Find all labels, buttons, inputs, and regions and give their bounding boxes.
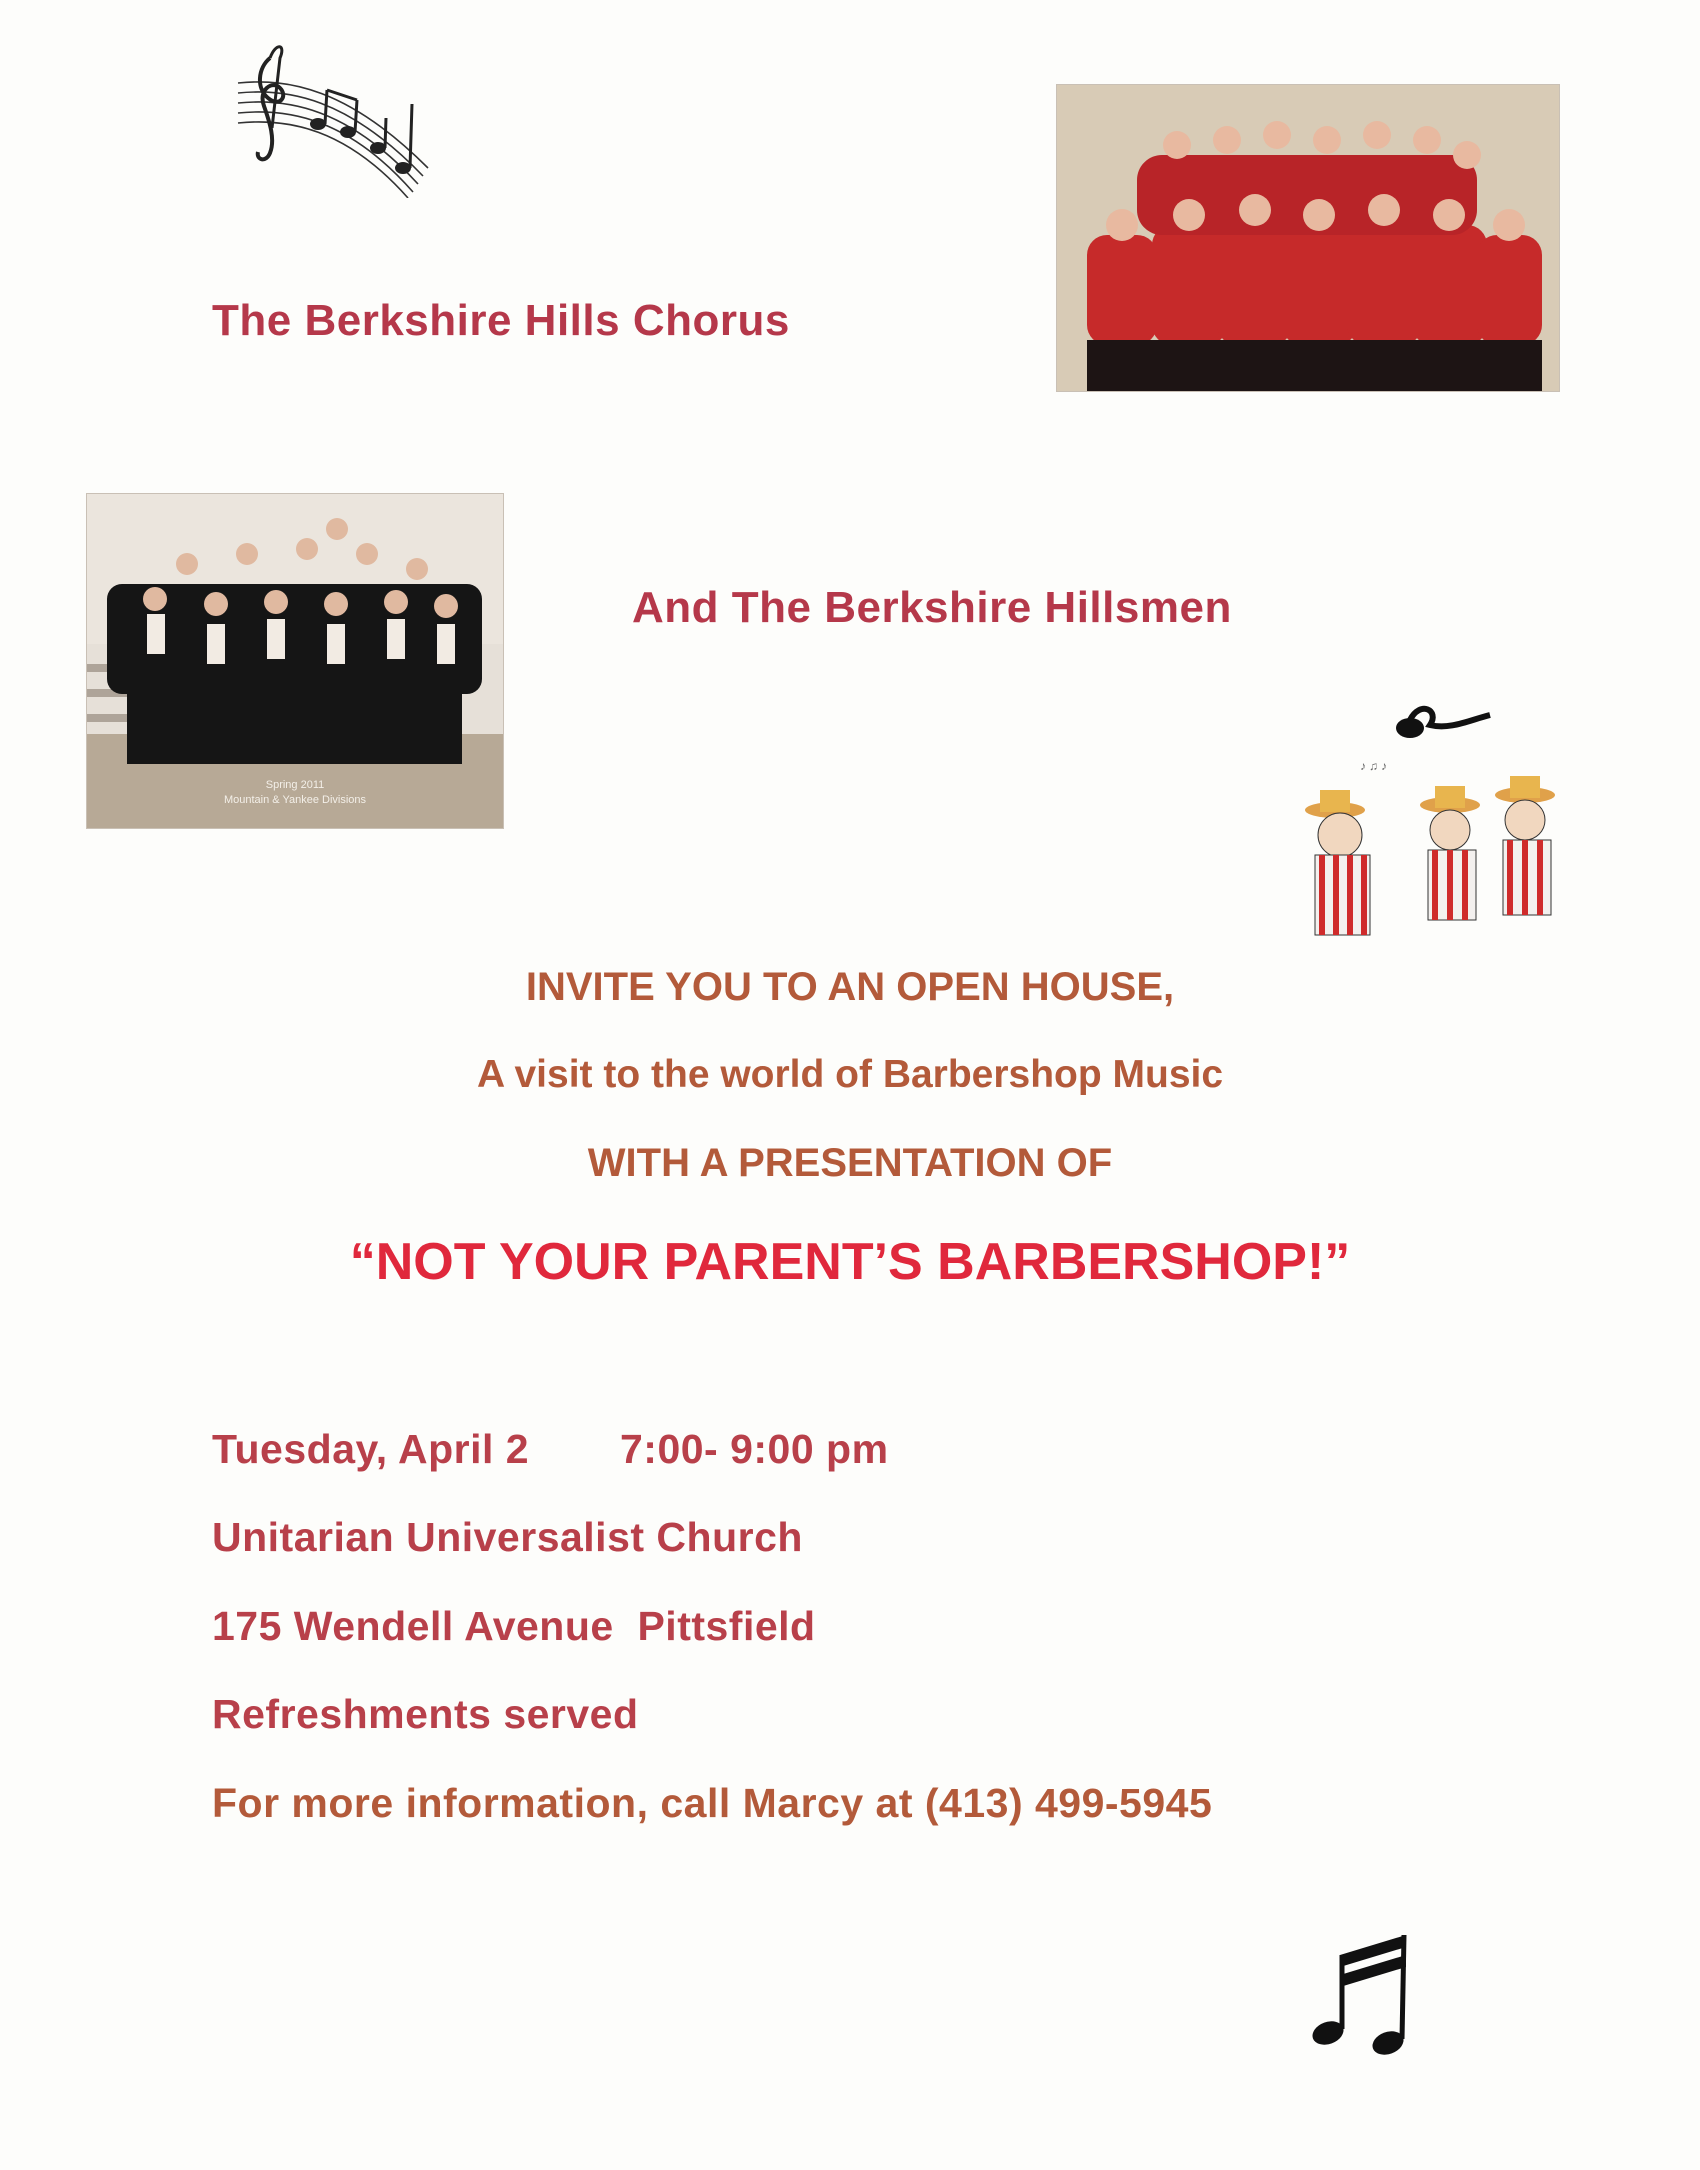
hillsmen-photo-caption-line-2: Mountain & Yankee Divisions <box>223 794 367 806</box>
event-venue: Unitarian Universalist Church <box>212 1514 803 1560</box>
barbershop-quartet-illustration <box>1290 690 1580 970</box>
presentation-line: WITH A PRESENTATION OF <box>587 1141 1113 1185</box>
event-time: 7:00- 9:00 pm <box>620 1426 889 1472</box>
hillsmen-title: And The Berkshire Hillsmen <box>632 583 1232 632</box>
invite-line: INVITE YOU TO AN OPEN HOUSE, <box>525 965 1175 1009</box>
visit-line: A visit to the world of Barbershop Music <box>476 1053 1224 1096</box>
refreshments-line: Refreshments served <box>212 1691 639 1737</box>
svg-text:♪ ♫ ♪: ♪ ♫ ♪ <box>1360 759 1387 773</box>
event-address: 175 Wendell Avenue Pittsfield <box>212 1603 816 1649</box>
contact-line: For more information, call Marcy at (413) 499-5945 <box>212 1780 1213 1826</box>
show-title: “NOT YOUR PARENT’S BARBERSHOP!” <box>349 1233 1351 1291</box>
treble-clef-staff-icon <box>228 28 438 198</box>
hillsmen-photo-caption-line-1: Spring 2011 <box>265 779 325 791</box>
chorus-photo <box>1056 84 1560 392</box>
hillsmen-photo <box>86 493 504 829</box>
chorus-title: The Berkshire Hills Chorus <box>212 296 790 345</box>
beamed-sixteenth-notes-icon <box>1300 1925 1420 2065</box>
event-day: Tuesday, April 2 <box>212 1426 530 1472</box>
